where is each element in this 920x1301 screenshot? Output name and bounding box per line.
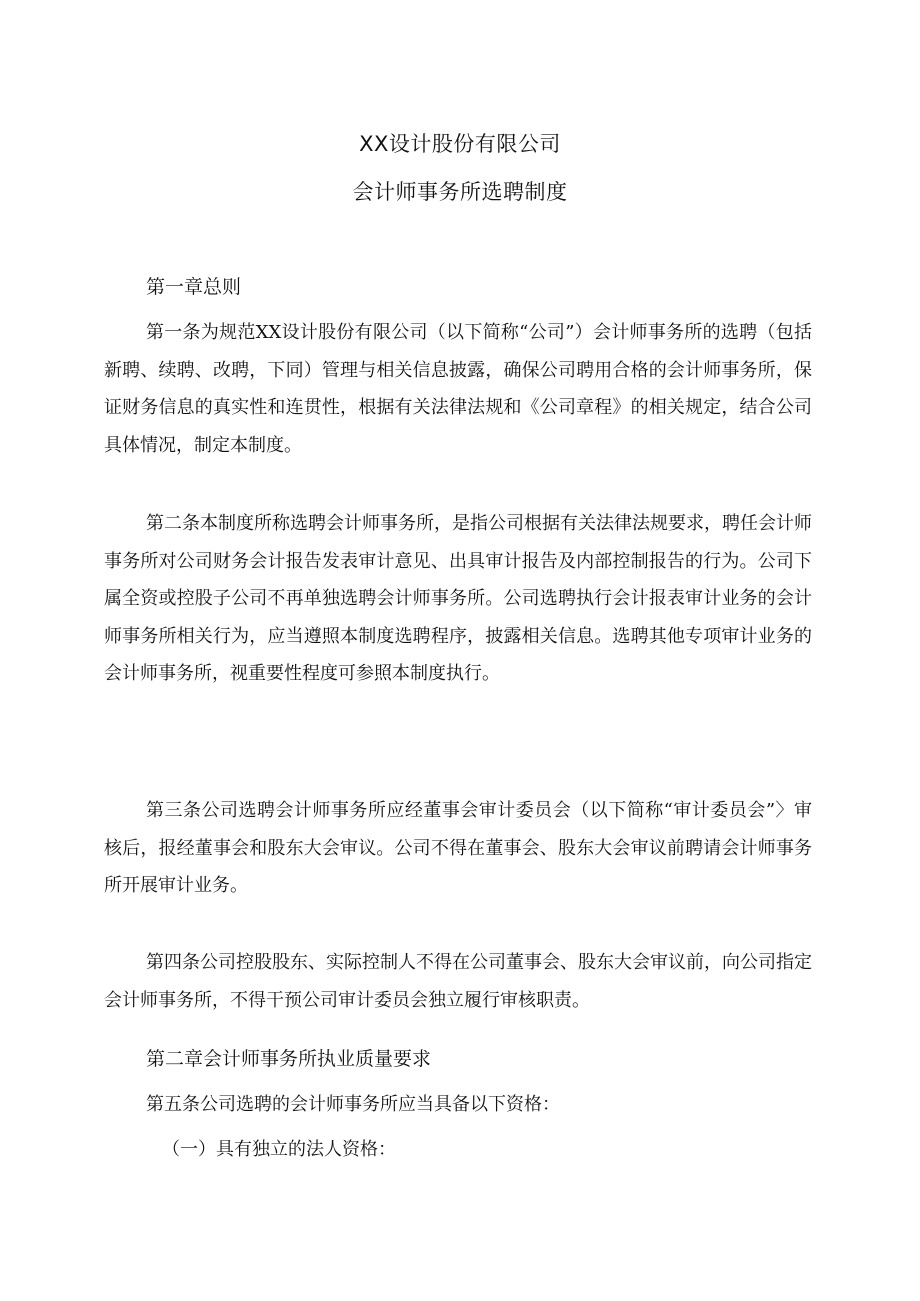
document-title-policy: 会计师事务所选聘制度 bbox=[352, 180, 568, 204]
article-5-item-1: （一）具有独立的法人资格： bbox=[162, 1139, 396, 1160]
chapter-1-heading: 第一章总则 bbox=[146, 276, 242, 298]
article-1-paragraph: 第一条为规范XX设计股份有限公司（以下简称“公司”）会计师事务所的选聘（包括新聘、续聘、改聘，下同）管理与相关信息披露，确保公司聘用合格的会计师事务所，保证财务信息的真实性和连贯性，根据有关法律法规和《公司章程》的相关规定，结合公司具体情况，制定本制度。 bbox=[104, 322, 812, 456]
document-title-company: XX设计股份有限公司 bbox=[359, 132, 561, 156]
chapter-2-heading: 第二章会计师事务所执业质量要求 bbox=[146, 1048, 432, 1070]
article-3-paragraph: 第三条公司选聘会计师事务所应经董事会审计委员会（以下简称“审计委员会”〉审核后，报经董事会和股东大会审议。公司不得在董事会、股东大会审议前聘请会计师事务所开展审计业务。 bbox=[104, 800, 812, 896]
article-4-paragraph: 第四条公司控股股东、实际控制人不得在公司董事会、股东大会审议前，向公司指定会计师事务所，不得干预公司审计委员会独立履行审核职责。 bbox=[104, 952, 812, 1011]
article-5-paragraph: 第五条公司选聘的会计师事务所应当具备以下资格： bbox=[146, 1094, 560, 1115]
article-2-paragraph: 第二条本制度所称选聘会计师事务所，是指公司根据有关法律法规要求，聘任会计师事务所对公司财务会计报告发表审计意见、出具审计报告及内部控制报告的行为。公司下属全资或控股子公司不再单独选聘会计师事务所。公司选聘执行会计报表审计业务的会计师事务所相关行为，应当遵照本制度选聘程序，披露相关信息。选聘其他专项审计业务的会计师事务所，视重要性程度可参照本制度执行。 bbox=[104, 513, 812, 684]
